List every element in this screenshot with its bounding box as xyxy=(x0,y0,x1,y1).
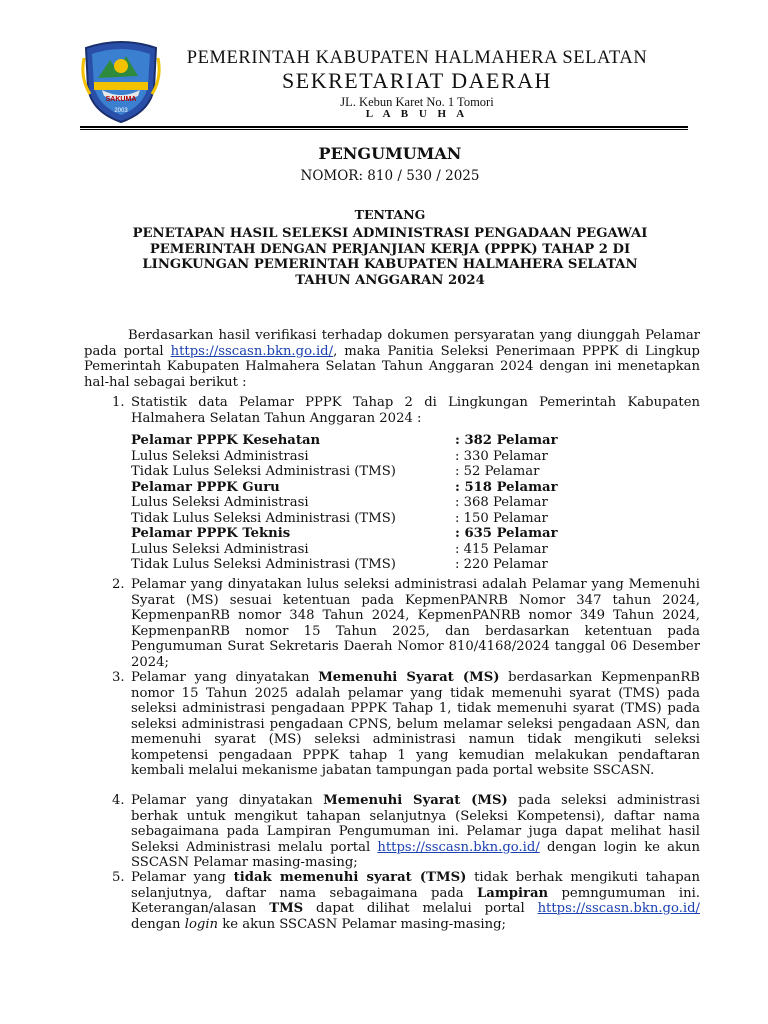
list-item-4 xyxy=(84,793,700,871)
intro-text-a: Berdasarkan hasil verifikasi terhadap dokumen persyaratan yang diunggah Pelamar pada portal xyxy=(84,328,700,359)
office-address: JL. Kebun Karet No. 1 Tomori xyxy=(340,95,494,109)
stats-row xyxy=(131,480,571,496)
item-number: 2. xyxy=(112,577,125,592)
stats-row xyxy=(131,495,571,511)
office-city: L A B U H A xyxy=(365,108,469,120)
stats-label: Tidak Lulus Seleksi Administrasi (TMS) xyxy=(131,510,396,526)
intro-text-b: , maka Panitia Seleksi Penerimaan PPPK di Lingkup Pemerintah Kabupaten Halmahera Selatan Tahun Anggaran 2024 dengan ini menetapkan hal-hal sebagai berikut : xyxy=(84,343,701,390)
stats-value: : 150 Pelamar xyxy=(455,510,548,526)
document-subject xyxy=(100,226,680,289)
item-text: Pelamar yang dinyatakan Memenuhi Syarat (MS) pada seleksi administrasi berhak untuk mengikut tahapan selanjutnya (Seleksi Kompetensi), daftar nama sebagaimana pada Lampiran Pengumuman ini. Pelamar juga dapat melihat hasil Seleksi Administrasi melalu portal https://sscasn.bkn.go.id/ dengan login ke akun SSCASN Pelamar masing-masing; xyxy=(131,793,701,870)
stats-label: Pelamar PPPK Kesehatan xyxy=(131,433,321,448)
item-text: Statistik data Pelamar PPPK Tahap 2 di Lingkungan Pemerintah Kabupaten Halmahera Selatan Tahun Anggaran 2024 : xyxy=(131,395,700,426)
item-text: Pelamar yang dinyatakan Memenuhi Syarat (MS) berdasarkan KepmenpanRB nomor 15 Tahun 2025 adalah pelamar yang tidak memenuhi syarat (TMS) pada seleksi administrasi pengadaan PPPK Tahap 1, tidak memenuhi syarat (TMS) pada seleksi administrasi pengadaan CPNS, belum melamar seleksi pengadaan ASN, dan memenuhi syarat (MS) seleksi administrasi namun tidak mengikuti seleksi kompetensi pengadaan PPPK tahap 1 yang kemudian melakukan pendaftaran kembali melalui mekanisme jabatan tampungan pada portal website SSCASN. xyxy=(131,670,700,778)
stats-label: Pelamar PPPK Teknis xyxy=(131,526,291,541)
subject-line: PEMERINTAH DENGAN PERJANJIAN KERJA (PPPK) TAHAP 2 DI xyxy=(149,241,631,257)
subject-line: TAHUN ANGGARAN 2024 xyxy=(295,273,485,289)
letterhead-rule-thin xyxy=(80,129,688,130)
stats-row xyxy=(131,464,571,480)
stats-value: : 368 Pelamar xyxy=(455,495,548,510)
regency-emblem xyxy=(80,38,162,124)
emblem-banner-text: SAKUMA xyxy=(105,96,137,103)
item-text: Pelamar yang tidak memenuhi syarat (TMS) tidak berhak mengikuti tahapan selanjutnya, daftar nama sebagaimana pada Lampiran pemngumuman ini. Keterangan/alasan TMS dapat dilihat melalui portal https://sscasn.bkn.go.id/ dengan login ke akun SSCASN Pelamar masing-masing; xyxy=(131,870,700,932)
list-item-2 xyxy=(84,577,700,671)
stats-row xyxy=(131,526,571,542)
sscasn-link[interactable]: https://sscasn.bkn.go.id/ xyxy=(537,901,700,916)
item-number: 4. xyxy=(112,793,125,808)
stats-label: Tidak Lulus Seleksi Administrasi (TMS) xyxy=(131,557,396,572)
document-heading: PENGUMUMAN xyxy=(318,144,462,163)
government-name: PEMERINTAH KABUPATEN HALMAHERA SELATAN xyxy=(186,48,648,68)
stats-value: : 415 Pelamar xyxy=(455,541,548,557)
office-name: SEKRETARIAT DAERAH xyxy=(282,68,552,93)
stats-value: : 518 Pelamar xyxy=(455,479,558,495)
intro-paragraph xyxy=(84,328,700,390)
item-text: Pelamar yang dinyatakan lulus seleksi administrasi adalah Pelamar yang Memenuhi Syarat (MS) sesuai ketentuan pada KepmenPANRB Nomor 347 tahun 2024, KepmenpanRB nomor 348 Tahun 2024, KepmenPANRB nomor 349 Tahun 2024, KepmenpanRB nomor 15 Tahun 2025, dan berdasarkan ketentuan pada Pengumuman Surat Sekretaris Daerah Nomor 810/4168/2024 tanggal 06 Desember 2024; xyxy=(131,577,700,670)
document-number: NOMOR: 810 / 530 / 2025 xyxy=(300,168,480,184)
stats-row xyxy=(131,542,571,558)
applicant-statistics xyxy=(131,433,571,573)
letterhead-rule-thick xyxy=(80,126,688,128)
sscasn-link[interactable]: https://sscasn.bkn.go.id/ xyxy=(377,839,540,855)
list-item-1 xyxy=(84,395,700,427)
emblem-year-text: 2003 xyxy=(114,108,128,114)
list-item-3 xyxy=(84,670,700,794)
halmahera-selatan-emblem-icon xyxy=(80,38,162,124)
stats-row xyxy=(131,449,571,465)
stats-label: Lulus Seleksi Administrasi xyxy=(131,448,309,464)
stats-value: : 52 Pelamar xyxy=(455,464,540,479)
stats-label: Lulus Seleksi Administrasi xyxy=(131,541,309,557)
stats-value: : 220 Pelamar xyxy=(455,557,548,572)
stats-row xyxy=(131,557,571,573)
item-number: 1. xyxy=(112,395,125,410)
subject-line: LINGKUNGAN PEMERINTAH KABUPATEN HALMAHERA SELATAN xyxy=(142,257,638,273)
item-number: 3. xyxy=(112,670,125,685)
stats-value: : 635 Pelamar xyxy=(455,526,558,541)
stats-label: Lulus Seleksi Administrasi xyxy=(131,495,309,510)
tentang-label: TENTANG xyxy=(354,207,426,222)
list-item-5 xyxy=(84,870,700,950)
sscasn-link[interactable]: https://sscasn.bkn.go.id/ xyxy=(170,343,334,359)
stats-row xyxy=(131,511,571,527)
item-number: 5. xyxy=(112,870,125,885)
stats-value: : 382 Pelamar xyxy=(455,433,558,448)
stats-row xyxy=(131,433,571,449)
stats-value: : 330 Pelamar xyxy=(455,448,548,464)
stats-label: Pelamar PPPK Guru xyxy=(131,479,280,495)
stats-label: Tidak Lulus Seleksi Administrasi (TMS) xyxy=(131,464,396,479)
subject-line: PENETAPAN HASIL SELEKSI ADMINISTRASI PENGADAAN PEGAWAI xyxy=(132,226,648,241)
